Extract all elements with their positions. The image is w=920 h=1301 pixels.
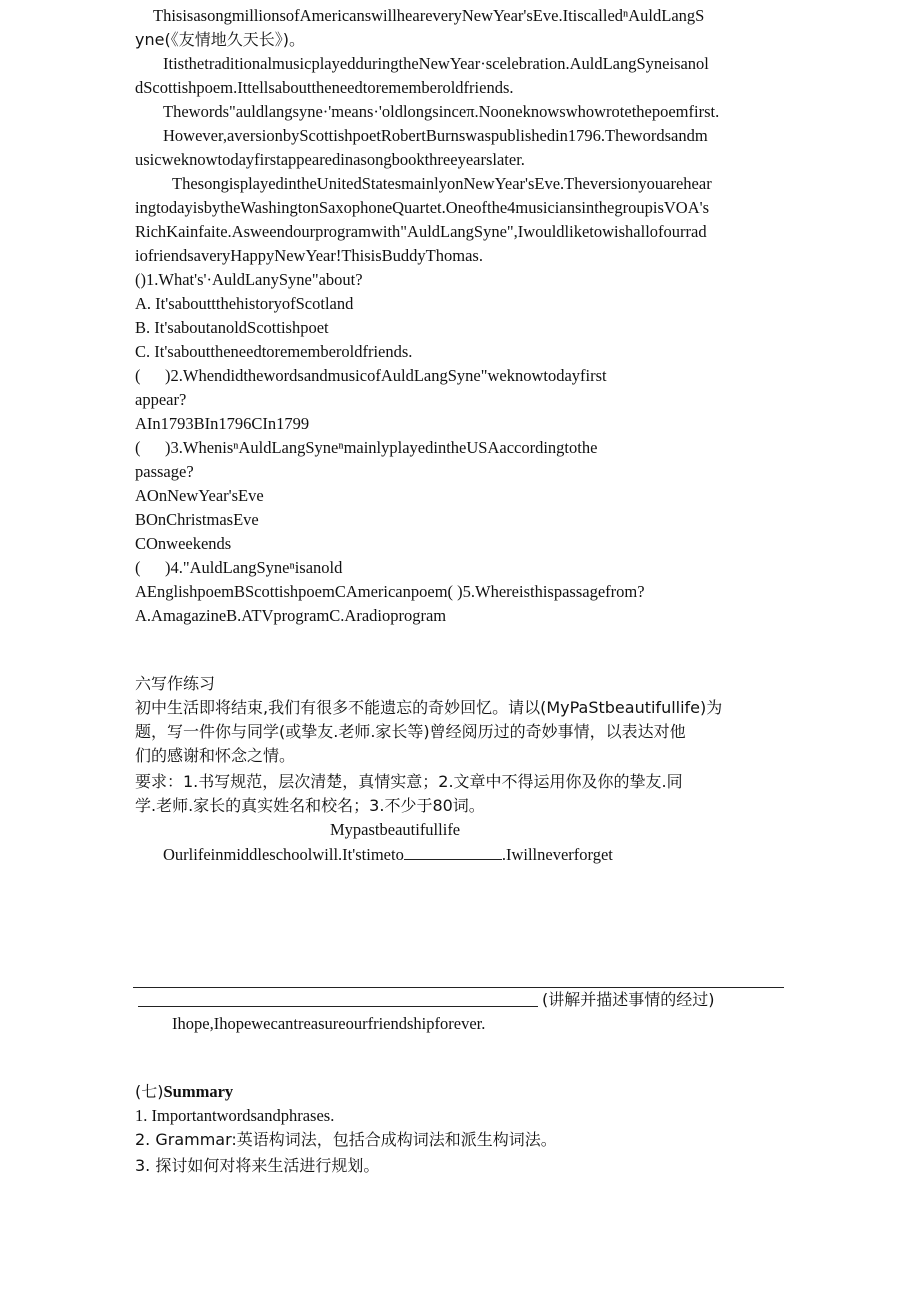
summary-heading: [135, 1082, 233, 1102]
summary-item-3: 3. 探讨如何对将来生活进行规划。: [135, 1156, 380, 1175]
passage-p5-line3: RichKainfaite.Asweendourprogramwith"AuldLangSyne",Iwouldliketowishallofourrad: [135, 222, 707, 241]
passage-p2-line2: dScottishpoem.Ittellsabouttheneedtorememberoldfriends.: [135, 78, 514, 97]
passage-p4-line1: However,aversionbyScottishpoetRobertBurnswaspublishedin1796.Thewordsandm: [163, 126, 708, 145]
question-4-options-and-question-5: AEnglishpoemBScottishpoemCAmericanpoem( )5.Whereisthispassagefrom?: [135, 582, 645, 601]
writing-hint: (讲解并描述事情的经过): [542, 990, 715, 1009]
fill-in-blank[interactable]: [404, 844, 502, 860]
answer-paren: (: [135, 366, 141, 385]
passage-p5-line1: ThesongisplayedintheUnitedStatesmainlyonNewYear'sEve.Theversionyouarehear: [172, 174, 712, 193]
question-2: [135, 366, 607, 386]
writing-intro-line3: 们的感谢和怀念之情。: [135, 746, 296, 765]
passage-p2-line1: ItisthetraditionalmusicplayedduringtheNewYear·scelebration.AuldLangSyneisanol: [163, 54, 709, 73]
writing-requirements-line1: 要求：1.书写规范，层次清楚，真情实意；2.文章中不得运用你及你的挚友.同: [135, 772, 683, 791]
essay-ending: Ihope,Ihopewecantreasureourfriendshipforever.: [172, 1014, 486, 1033]
passage-p5-line2: ingtodayisbytheWashingtonSaxophoneQuartet.Oneofthe4musiciansinthegroupisVOA's: [135, 198, 710, 217]
question-3-option-a: AOnNewYear'sEve: [135, 486, 264, 505]
essay-opening-before: Ourlifeinmiddleschoolwill.It'stimeto: [163, 845, 404, 864]
question-4-text: )4."AuldLangSyneⁿisanold: [165, 558, 343, 577]
question-2-text: )2.WhendidthewordsandmusicofAuldLangSyne"weknowtodayfirst: [165, 366, 607, 385]
essay-opening-after: .Iwillneverforget: [501, 845, 613, 864]
summary-item-1: 1. Importantwordsandphrases.: [135, 1106, 335, 1125]
question-1-option-c: C. It'sabouttheneedtorememberoldfriends.: [135, 342, 413, 361]
question-3: [135, 438, 597, 458]
writing-line-1: [133, 987, 784, 988]
question-3-text: )3.WhenisⁿAuldLangSyneⁿmainlyplayedintheUSAaccordingtothe: [165, 438, 598, 457]
question-5-options: A.AmagazineB.ATVprogramC.Aradioprogram: [135, 606, 447, 625]
question-2-continued: appear?: [135, 390, 187, 409]
question-1-option-a: A. It'sabouttthehistoryofScotland: [135, 294, 354, 313]
writing-line-2: [138, 1006, 538, 1007]
summary-label-en: Summary: [163, 1082, 234, 1101]
essay-opening-line: [163, 844, 613, 865]
passage-p1-line1: ThisisasongmillionsofAmericanswillheareveryNewYear'sEve.ItiscalledⁿAuldLangS: [153, 6, 705, 25]
passage-p3: Thewords"auldlangsyne·'means·'oldlongsinceπ.Nooneknowswhowrotethepoemfirst.: [163, 102, 720, 121]
writing-heading: 六写作练习: [135, 674, 216, 693]
answer-paren: (: [135, 438, 141, 457]
writing-intro-line2: 题，写一件你与同学(或挚友.老师.家长等)曾经阅历过的奇妙事情，以表达对他: [135, 722, 686, 741]
question-1: ()1.What's'·AuldLanySyne"about?: [135, 270, 363, 289]
summary-label-cn: (七): [135, 1082, 164, 1101]
question-4: [135, 558, 342, 578]
question-3-continued: passage?: [135, 462, 194, 481]
question-3-option-c: COnweekends: [135, 534, 232, 553]
writing-intro-line1: 初中生活即将结束,我们有很多不能遗忘的奇妙回忆。请以(MyPaStbeautifullife)为: [135, 698, 723, 717]
essay-title: Mypastbeautifullife: [330, 820, 461, 839]
writing-requirements-line2: 学.老师.家长的真实姓名和校名；3.不少于80词。: [135, 796, 485, 815]
question-3-option-b: BOnChristmasEve: [135, 510, 259, 529]
passage-p4-line2: usicweknowtodayfirstappearedinasongbookthreeyearslater.: [135, 150, 525, 169]
summary-item-2: 2. Grammar:英语构词法，包括合成构词法和派生构词法。: [135, 1130, 557, 1149]
question-2-options: AIn1793BIn1796CIn1799: [135, 414, 310, 433]
passage-p1-line2: yne(《友情地久天长》)。: [135, 30, 305, 49]
answer-paren: (: [135, 558, 141, 577]
question-1-option-b: B. It'saboutanoldScottishpoet: [135, 318, 329, 337]
passage-p5-line4: iofriendsaveryHappyNewYear!ThisisBuddyThomas.: [135, 246, 483, 265]
